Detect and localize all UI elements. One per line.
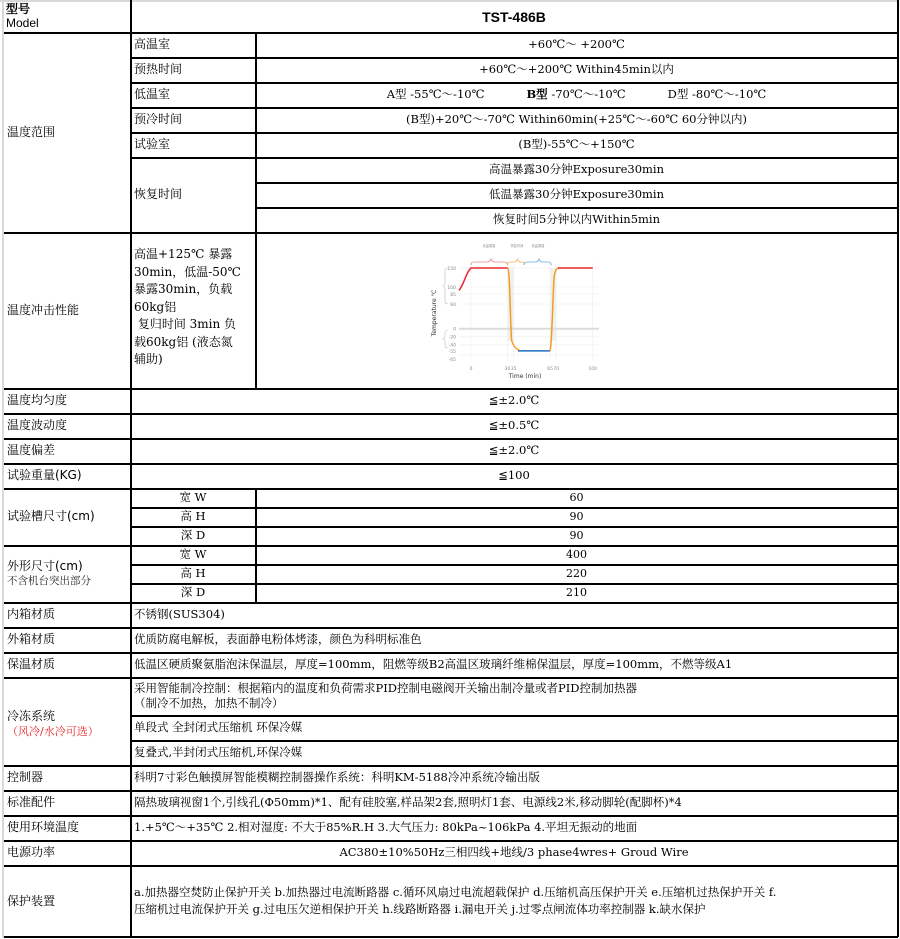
outer-depth-label: 深 D [180, 585, 206, 599]
protection-line1: a.加热器空焚防止保护开关 b.加热器过电流断路器 c.循环风扇过电流超载保护 d.压缩机高压保护开关 e.压缩机过热保护开关 f. [134, 885, 777, 899]
inner-material-value: 不锈钢(SUS304) [134, 607, 225, 621]
type-a-range: -55℃～-10℃ [410, 87, 485, 101]
deviation-value: ≦±2.0℃ [488, 443, 540, 457]
outer-depth-value: 210 [566, 586, 587, 599]
type-a-name: A型 [386, 87, 407, 101]
deviation-label: 温度偏差 [7, 443, 56, 457]
low-temp-chamber-value [256, 82, 897, 107]
svg-text:100: 100 [447, 286, 456, 291]
brace-label-recovery: 恢复时间 [510, 244, 524, 248]
svg-text:30: 30 [504, 367, 511, 372]
refrigeration-control-cell [131, 677, 897, 715]
shock-chart-cell [256, 233, 897, 388]
outer-height-label: 高 H [180, 566, 206, 580]
svg-text:-65: -65 [448, 358, 456, 363]
refrigeration-single-stage: 单段式 全封闭式压缩机 环保冷媒 [134, 720, 303, 734]
chamber-height-value: 90 [569, 510, 584, 523]
high-temp-chamber-value: +60℃～ +200℃ [528, 37, 625, 51]
test-chamber-value: (B型)-55℃～+150℃ [518, 137, 635, 151]
shock-performance-description [131, 232, 255, 388]
temperature-range-label: 温度范围 [7, 124, 56, 139]
svg-text:0: 0 [469, 367, 473, 372]
chart-grid [459, 263, 599, 361]
recovery-time-label: 恢复时间 [134, 187, 183, 201]
svg-text:150: 150 [447, 267, 456, 272]
accessories-value: 隔热玻璃视窗1个,引线孔(Φ50mm)*1、配有硅胶塞,样品架2套,照明灯1套、电源线2米,移动脚轮(配脚杯)*4 [134, 795, 682, 809]
test-chamber-label: 试验室 [134, 137, 171, 151]
recovery-high-exposure: 高温暴露30分钟Exposure30min [488, 162, 665, 176]
power-value: AC380±10%50Hz三相四线+地线/3 phase4wres+ Groud Wire [339, 845, 689, 859]
environment-value: 1.+5℃～+35℃ 2.相对湿度: 不大于85%R.H 3.大气压力: 80kPa~106kPa 4.平坦无振动的地面 [134, 820, 638, 834]
test-weight-value: ≦100 [498, 468, 530, 482]
outer-size-label-cell [4, 545, 130, 602]
controller-value: 科明7寸彩色触摸屏智能模糊控制器操作系统：科明KM-5188冷冲系统冷输出版 [134, 770, 540, 784]
shock-line: 60kg铝 [134, 299, 177, 314]
preheat-time-value: +60℃～+200℃ Within45min以内 [479, 62, 674, 76]
insulation-label: 保温材质 [7, 657, 56, 671]
precool-time-label: 预冷时间 [134, 112, 183, 126]
environment-label: 使用环境温度 [7, 820, 80, 834]
svg-text:-20: -20 [448, 335, 456, 341]
uniformity-label: 温度均匀度 [7, 393, 68, 407]
insulation-value: 低温区硬质聚氨脂泡沫保温层，厚度=100mm，阻燃等级B2高温区玻璃纤维棉保温层，厚度=100mm，不燃等级A1 [134, 657, 733, 671]
model-label-cn: 型号 [6, 1, 31, 16]
svg-text:100: 100 [588, 367, 597, 372]
svg-text:65: 65 [547, 367, 553, 372]
fluctuation-label: 温度波动度 [7, 418, 68, 432]
brace-recovery [508, 259, 525, 265]
x-tick-labels [470, 366, 598, 372]
outer-size-note: 不含机台突出部分 [7, 574, 91, 587]
outer-material-label: 外箱材质 [7, 632, 56, 646]
refrigeration-cascade: 复叠式,半封闭式压缩机,环保冷媒 [134, 745, 303, 759]
model-value: TST-486B [482, 9, 546, 25]
power-label: 电源功率 [7, 845, 56, 859]
controller-label: 控制器 [7, 770, 44, 784]
chamber-height-label: 高 H [180, 509, 206, 523]
chamber-depth-value: 90 [569, 529, 584, 542]
chamber-width-value: 60 [569, 491, 584, 504]
model-label-en: Model [6, 15, 39, 30]
brace-low-exposure [524, 259, 552, 265]
temperature-shock-chart [414, 233, 614, 388]
svg-text:85: 85 [450, 293, 456, 298]
refrigeration-label: 冷冻系统 [7, 709, 56, 723]
accessories-label: 标准配件 [7, 795, 56, 809]
chamber-width-label: 宽 W [179, 490, 207, 504]
recovery-within: 恢复时间5分钟以内Within5min [492, 212, 661, 226]
shock-performance-label: 温度冲击性能 [7, 302, 80, 317]
refrigeration-note: （风冷/水冷可选） [7, 725, 99, 738]
outer-material-value: 优质防腐电解板，表面静电粉体烤漆，颜色为科明标准色 [134, 632, 422, 646]
svg-text:70: 70 [553, 367, 560, 372]
protection-value-cell [131, 865, 897, 937]
type-d-range: -80℃～-10℃ [692, 87, 767, 101]
protection-label: 保护装置 [7, 893, 56, 908]
refrigeration-control-line2: （制冷不加热，加热不制冷） [134, 696, 284, 710]
uniformity-value: ≦±2.0℃ [488, 393, 540, 407]
protection-line2: 压缩机过电流保护开关 g.过电压欠逆相保护开关 h.线路断路器 i.漏电开关 j.过零点闸流体功率控制器 k.缺水保护 [134, 902, 706, 916]
low-temp-chamber-label: 低温室 [134, 87, 171, 101]
x-axis-label: Time (min) [508, 373, 542, 380]
svg-text:-55: -55 [448, 350, 456, 355]
refrigeration-control-line1: 采用智能制冷控制：根据箱内的温度和负荷需求PID控制电磁阀开关输出制冷量或者PID控制加热器 [134, 681, 637, 695]
test-weight-label: 试验重量(KG) [7, 468, 82, 482]
refrigeration-label-cell [4, 677, 130, 765]
type-b-name: B型 [526, 87, 548, 101]
left-brace-low [443, 330, 448, 348]
shock-line: 辅助) [134, 352, 163, 366]
model-label [4, 0, 130, 32]
svg-text:-40: -40 [448, 343, 456, 349]
high-temp-chamber-label: 高温室 [134, 37, 171, 51]
y-axis-label: Temperature ℃ [431, 289, 438, 337]
precool-time-value: (B型)+20℃～-70℃ Within60min(+25℃～-60℃ 60分钟以内) [406, 112, 747, 126]
brace-label-low: 低温暴露 [531, 244, 545, 248]
chamber-size-label: 试验槽尺寸(cm) [7, 509, 95, 523]
inner-material-label: 内箱材质 [7, 607, 56, 621]
shock-line: 载60kg铝 (液态氮 [134, 334, 233, 349]
outer-width-label: 宽 W [179, 547, 207, 561]
type-b-range: -70℃～-10℃ [551, 87, 626, 101]
svg-text:35: 35 [510, 367, 517, 372]
brace-label-high: 高温暴露 [482, 244, 496, 248]
outer-height-value: 220 [566, 567, 587, 580]
chamber-depth-label: 深 D [180, 528, 206, 542]
top-border [0, 0, 898, 2]
outer-size-label: 外形尺寸(cm) [7, 558, 83, 573]
shock-line: 高温+125℃ 暴露 [134, 247, 233, 261]
shock-line: 暴露30min，负载 [134, 282, 233, 296]
preheat-time-label: 预热时间 [134, 62, 183, 76]
shock-line: 复归时间 3min 负 [134, 317, 237, 331]
recovery-low-exposure: 低温暴露30分钟Exposure30min [488, 187, 665, 201]
brace-high-exposure [471, 259, 508, 265]
fluctuation-value: ≦±0.5℃ [488, 418, 540, 432]
outer-width-value: 400 [566, 548, 587, 561]
svg-text:0: 0 [453, 327, 456, 333]
svg-text:60: 60 [450, 303, 456, 308]
type-d-name: D型 [667, 87, 689, 101]
shock-line: 30min，低温-50℃ [134, 264, 241, 279]
y-tick-labels [447, 266, 456, 363]
